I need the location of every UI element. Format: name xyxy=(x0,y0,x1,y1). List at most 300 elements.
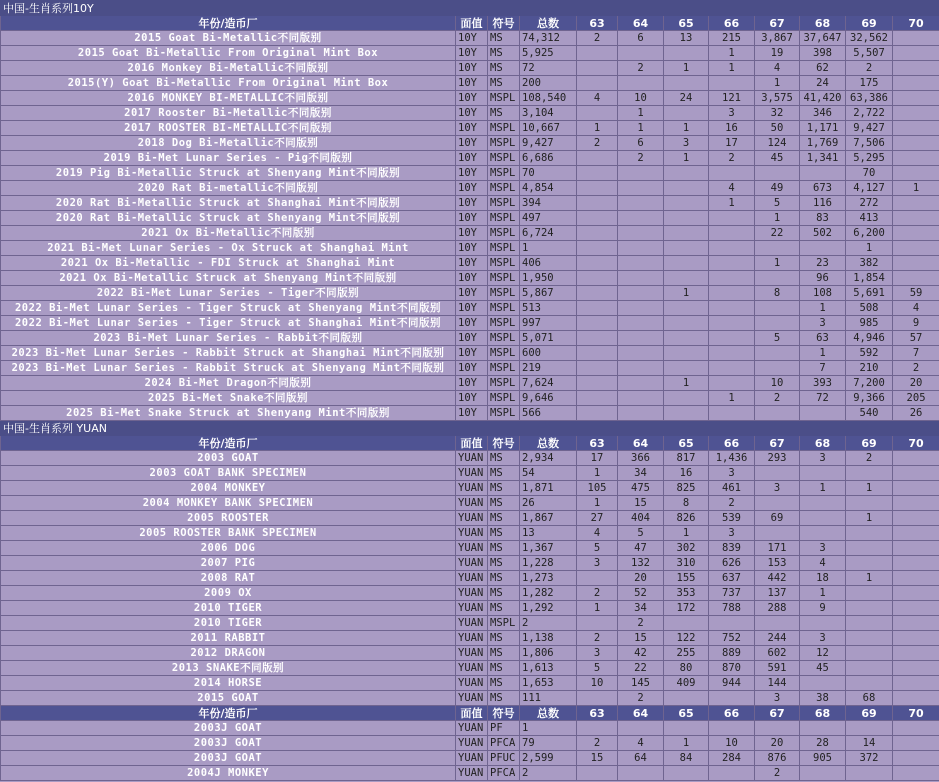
cell-g68 xyxy=(800,241,846,256)
cell-denomination: 10Y xyxy=(456,331,488,346)
column-header-total: 总数 xyxy=(520,706,577,721)
cell-name: 2003 GOAT BANK SPECIMEN xyxy=(1,466,456,481)
column-header-g66: 66 xyxy=(709,16,755,31)
cell-g66 xyxy=(709,406,755,421)
cell-total: 72 xyxy=(520,61,577,76)
cell-g69 xyxy=(846,766,893,781)
cell-g68 xyxy=(800,721,846,736)
cell-g67: 1 xyxy=(755,211,800,226)
table-row xyxy=(1,736,939,751)
cell-g66: 1,436 xyxy=(709,451,755,466)
cell-denomination: 10Y xyxy=(456,151,488,166)
cell-g70 xyxy=(893,691,939,706)
cell-g63 xyxy=(577,391,618,406)
cell-g69 xyxy=(846,661,893,676)
cell-name: 2025 Bi-Met Snake Struck at Shenyang Mint不同版别 xyxy=(1,406,456,421)
cell-total: 9,427 xyxy=(520,136,577,151)
cell-g70 xyxy=(893,241,939,256)
cell-g65 xyxy=(664,766,709,781)
cell-g69: 508 xyxy=(846,301,893,316)
cell-g63: 5 xyxy=(577,661,618,676)
cell-g69: 1,854 xyxy=(846,271,893,286)
cell-g67: 244 xyxy=(755,631,800,646)
cell-g64: 34 xyxy=(618,466,664,481)
cell-total: 1,806 xyxy=(520,646,577,661)
cell-g65 xyxy=(664,316,709,331)
column-header-g68: 68 xyxy=(800,436,846,451)
column-header-symbol: 符号 xyxy=(488,706,520,721)
cell-g70: 57 xyxy=(893,331,939,346)
cell-g64: 6 xyxy=(618,31,664,46)
cell-name: 2020 Rat Bi-metallic不同版别 xyxy=(1,181,456,196)
cell-g67 xyxy=(755,346,800,361)
cell-g67 xyxy=(755,616,800,631)
cell-total: 2 xyxy=(520,616,577,631)
cell-denomination: YUAN xyxy=(456,721,488,736)
cell-g63: 1 xyxy=(577,601,618,616)
cell-g69: 32,562 xyxy=(846,31,893,46)
column-header-g67: 67 xyxy=(755,16,800,31)
cell-g69: 4,127 xyxy=(846,181,893,196)
column-header-row xyxy=(1,436,939,451)
cell-total: 5,867 xyxy=(520,286,577,301)
cell-g69 xyxy=(846,541,893,556)
cell-g67 xyxy=(755,526,800,541)
cell-symbol: PFUC xyxy=(488,751,520,766)
cell-g64: 34 xyxy=(618,601,664,616)
cell-g70 xyxy=(893,541,939,556)
cell-g70 xyxy=(893,226,939,241)
cell-name: 2016 Monkey Bi-Metallic不同版别 xyxy=(1,61,456,76)
cell-g69: 1 xyxy=(846,241,893,256)
cell-name: 2017 ROOSTER BI-METALLIC不同版别 xyxy=(1,121,456,136)
cell-symbol: MSPL xyxy=(488,121,520,136)
cell-g68 xyxy=(800,676,846,691)
cell-g68: 63 xyxy=(800,331,846,346)
cell-g63 xyxy=(577,76,618,91)
column-header-g64: 64 xyxy=(618,436,664,451)
table-row xyxy=(1,376,939,391)
cell-symbol: MS xyxy=(488,61,520,76)
cell-total: 1,867 xyxy=(520,511,577,526)
column-header-g65: 65 xyxy=(664,16,709,31)
cell-g68: 108 xyxy=(800,286,846,301)
cell-g66: 3 xyxy=(709,106,755,121)
cell-total: 5,925 xyxy=(520,46,577,61)
cell-g70 xyxy=(893,751,939,766)
cell-g67: 20 xyxy=(755,736,800,751)
cell-total: 7,624 xyxy=(520,376,577,391)
cell-g69: 4,946 xyxy=(846,331,893,346)
cell-g70 xyxy=(893,91,939,106)
table-row xyxy=(1,661,939,676)
table-row xyxy=(1,571,939,586)
cell-g63: 3 xyxy=(577,646,618,661)
cell-total: 2 xyxy=(520,766,577,781)
cell-g66: 839 xyxy=(709,541,755,556)
cell-g63: 2 xyxy=(577,586,618,601)
table-row xyxy=(1,316,939,331)
cell-g66: 737 xyxy=(709,586,755,601)
cell-g65: 310 xyxy=(664,556,709,571)
cell-total: 6,686 xyxy=(520,151,577,166)
cell-denomination: YUAN xyxy=(456,481,488,496)
cell-denomination: 10Y xyxy=(456,361,488,376)
column-header-g66: 66 xyxy=(709,436,755,451)
cell-g64 xyxy=(618,406,664,421)
cell-g70: 205 xyxy=(893,391,939,406)
cell-g69 xyxy=(846,556,893,571)
cell-g64: 2 xyxy=(618,691,664,706)
cell-name: 2019 Pig Bi-Metallic Struck at Shenyang Mint不同版别 xyxy=(1,166,456,181)
cell-g64: 22 xyxy=(618,661,664,676)
column-header-g69: 69 xyxy=(846,706,893,721)
cell-g68 xyxy=(800,616,846,631)
cell-g64 xyxy=(618,286,664,301)
table-row xyxy=(1,151,939,166)
table-row xyxy=(1,586,939,601)
cell-g66 xyxy=(709,211,755,226)
cell-symbol: MS xyxy=(488,526,520,541)
cell-total: 497 xyxy=(520,211,577,226)
cell-g69: 63,386 xyxy=(846,91,893,106)
table-row xyxy=(1,481,939,496)
cell-g67: 124 xyxy=(755,136,800,151)
cell-g65 xyxy=(664,226,709,241)
cell-g68: 1 xyxy=(800,301,846,316)
cell-symbol: MSPL xyxy=(488,241,520,256)
cell-symbol: MSPL xyxy=(488,391,520,406)
cell-g65: 122 xyxy=(664,631,709,646)
table-row xyxy=(1,256,939,271)
cell-g64 xyxy=(618,226,664,241)
cell-g65: 255 xyxy=(664,646,709,661)
cell-g63 xyxy=(577,46,618,61)
cell-g65: 84 xyxy=(664,751,709,766)
cell-denomination: 10Y xyxy=(456,376,488,391)
cell-symbol: MS xyxy=(488,481,520,496)
cell-total: 1,653 xyxy=(520,676,577,691)
cell-g64: 15 xyxy=(618,496,664,511)
cell-g68 xyxy=(800,496,846,511)
cell-g63: 1 xyxy=(577,466,618,481)
cell-g70 xyxy=(893,136,939,151)
cell-g68: 18 xyxy=(800,571,846,586)
cell-name: 2015 Goat Bi-Metallic不同版别 xyxy=(1,31,456,46)
cell-g65: 1 xyxy=(664,376,709,391)
cell-g70 xyxy=(893,46,939,61)
cell-g63 xyxy=(577,271,618,286)
cell-g69: 2 xyxy=(846,451,893,466)
cell-g63: 1 xyxy=(577,496,618,511)
column-header-total: 总数 xyxy=(520,436,577,451)
cell-g66: 870 xyxy=(709,661,755,676)
cell-g66: 10 xyxy=(709,736,755,751)
table-row xyxy=(1,46,939,61)
cell-g69: 1 xyxy=(846,511,893,526)
table-row xyxy=(1,616,939,631)
cell-g70 xyxy=(893,61,939,76)
cell-g69: 70 xyxy=(846,166,893,181)
cell-denomination: 10Y xyxy=(456,211,488,226)
table-row xyxy=(1,406,939,421)
cell-symbol: MS xyxy=(488,106,520,121)
cell-g64: 2 xyxy=(618,61,664,76)
cell-g68 xyxy=(800,466,846,481)
cell-denomination: 10Y xyxy=(456,61,488,76)
cell-g64 xyxy=(618,316,664,331)
cell-symbol: MSPL xyxy=(488,136,520,151)
cell-g68 xyxy=(800,511,846,526)
cell-g65 xyxy=(664,241,709,256)
cell-g67: 3 xyxy=(755,691,800,706)
cell-g63: 2 xyxy=(577,736,618,751)
cell-g70 xyxy=(893,451,939,466)
cell-total: 1 xyxy=(520,241,577,256)
cell-total: 26 xyxy=(520,496,577,511)
cell-g65 xyxy=(664,196,709,211)
cell-total: 10,667 xyxy=(520,121,577,136)
cell-symbol: MSPL xyxy=(488,166,520,181)
cell-g69: 272 xyxy=(846,196,893,211)
section-title-row xyxy=(1,1,939,16)
cell-name: 2010 TIGER xyxy=(1,601,456,616)
cell-g70 xyxy=(893,616,939,631)
cell-g66 xyxy=(709,616,755,631)
cell-symbol: MS xyxy=(488,646,520,661)
cell-g70 xyxy=(893,676,939,691)
cell-g64 xyxy=(618,76,664,91)
cell-name: 2005 ROOSTER xyxy=(1,511,456,526)
cell-symbol: MS xyxy=(488,556,520,571)
cell-g66: 3 xyxy=(709,526,755,541)
cell-g64 xyxy=(618,301,664,316)
cell-g70 xyxy=(893,151,939,166)
cell-total: 219 xyxy=(520,361,577,376)
cell-name: 2006 DOG xyxy=(1,541,456,556)
cell-g70 xyxy=(893,166,939,181)
column-header-g68: 68 xyxy=(800,16,846,31)
cell-g67 xyxy=(755,301,800,316)
cell-g64: 2 xyxy=(618,151,664,166)
column-header-name: 年份/造币厂 xyxy=(1,436,456,451)
cell-g67: 293 xyxy=(755,451,800,466)
cell-total: 2,934 xyxy=(520,451,577,466)
cell-g67: 3 xyxy=(755,481,800,496)
cell-g68: 1,171 xyxy=(800,121,846,136)
cell-g63 xyxy=(577,106,618,121)
cell-g67: 591 xyxy=(755,661,800,676)
cell-g66: 461 xyxy=(709,481,755,496)
cell-g65 xyxy=(664,181,709,196)
cell-g67: 19 xyxy=(755,46,800,61)
cell-g68: 1 xyxy=(800,586,846,601)
cell-g69 xyxy=(846,616,893,631)
table-row xyxy=(1,601,939,616)
cell-g65: 1 xyxy=(664,526,709,541)
cell-denomination: YUAN xyxy=(456,601,488,616)
cell-g68: 45 xyxy=(800,661,846,676)
cell-g64: 145 xyxy=(618,676,664,691)
cell-denomination: YUAN xyxy=(456,736,488,751)
column-header-denomination: 面值 xyxy=(456,436,488,451)
cell-symbol: MS xyxy=(488,451,520,466)
cell-g63 xyxy=(577,151,618,166)
cell-g65 xyxy=(664,166,709,181)
cell-denomination: YUAN xyxy=(456,646,488,661)
cell-name: 2022 Bi-Met Lunar Series - Tiger Struck at Shenyang Mint不同版别 xyxy=(1,301,456,316)
cell-g68: 12 xyxy=(800,646,846,661)
cell-g66: 16 xyxy=(709,121,755,136)
cell-g63 xyxy=(577,766,618,781)
cell-g65 xyxy=(664,106,709,121)
cell-g68: 4 xyxy=(800,556,846,571)
cell-total: 2,599 xyxy=(520,751,577,766)
cell-g65: 409 xyxy=(664,676,709,691)
cell-g69: 2,722 xyxy=(846,106,893,121)
cell-g67: 50 xyxy=(755,121,800,136)
cell-g63 xyxy=(577,316,618,331)
cell-total: 1,613 xyxy=(520,661,577,676)
cell-g67: 2 xyxy=(755,391,800,406)
cell-denomination: 10Y xyxy=(456,196,488,211)
cell-symbol: MSPL xyxy=(488,376,520,391)
cell-g67 xyxy=(755,721,800,736)
cell-g69: 1 xyxy=(846,481,893,496)
column-header-row xyxy=(1,706,939,721)
cell-name: 2021 Ox Bi-Metallic不同版别 xyxy=(1,226,456,241)
cell-g64 xyxy=(618,181,664,196)
cell-g66: 626 xyxy=(709,556,755,571)
cell-g66 xyxy=(709,76,755,91)
cell-g69: 985 xyxy=(846,316,893,331)
cell-g66 xyxy=(709,721,755,736)
cell-total: 1,950 xyxy=(520,271,577,286)
cell-g69: 9,366 xyxy=(846,391,893,406)
cell-g68: 116 xyxy=(800,196,846,211)
cell-g63 xyxy=(577,256,618,271)
cell-g66: 889 xyxy=(709,646,755,661)
table-row xyxy=(1,391,939,406)
table-row xyxy=(1,346,939,361)
cell-g65 xyxy=(664,391,709,406)
cell-symbol: PFCA xyxy=(488,766,520,781)
cell-symbol: MSPL xyxy=(488,286,520,301)
cell-g67: 1 xyxy=(755,76,800,91)
cell-g63 xyxy=(577,571,618,586)
cell-symbol: MS xyxy=(488,496,520,511)
cell-denomination: YUAN xyxy=(456,526,488,541)
cell-g67: 1 xyxy=(755,256,800,271)
cell-g68 xyxy=(800,406,846,421)
table-row xyxy=(1,361,939,376)
cell-g68: 28 xyxy=(800,736,846,751)
cell-g66 xyxy=(709,691,755,706)
cell-name: 2010 TIGER xyxy=(1,616,456,631)
cell-g67: 8 xyxy=(755,286,800,301)
table-row xyxy=(1,511,939,526)
cell-denomination: 10Y xyxy=(456,241,488,256)
cell-g69: 540 xyxy=(846,406,893,421)
cell-total: 13 xyxy=(520,526,577,541)
cell-g67: 2 xyxy=(755,766,800,781)
table-row xyxy=(1,691,939,706)
cell-g65 xyxy=(664,361,709,376)
cell-g63 xyxy=(577,301,618,316)
cell-total: 1,292 xyxy=(520,601,577,616)
cell-total: 4,854 xyxy=(520,181,577,196)
cell-g70 xyxy=(893,76,939,91)
cell-g70 xyxy=(893,496,939,511)
cell-total: 1,228 xyxy=(520,556,577,571)
table-row xyxy=(1,31,939,46)
cell-g66 xyxy=(709,316,755,331)
cell-g65: 24 xyxy=(664,91,709,106)
column-header-g70: 70 xyxy=(893,706,939,721)
cell-g65 xyxy=(664,301,709,316)
cell-g63: 3 xyxy=(577,556,618,571)
cell-name: 2013 SNAKE不同版别 xyxy=(1,661,456,676)
section-title: 中国-生肖系列10Y xyxy=(1,1,939,16)
column-header-g67: 67 xyxy=(755,706,800,721)
column-header-symbol: 符号 xyxy=(488,436,520,451)
cell-denomination: YUAN xyxy=(456,511,488,526)
table-row xyxy=(1,136,939,151)
cell-symbol: MSPL xyxy=(488,271,520,286)
cell-g65: 3 xyxy=(664,136,709,151)
cell-g70 xyxy=(893,106,939,121)
cell-name: 2003J GOAT xyxy=(1,721,456,736)
cell-g64 xyxy=(618,46,664,61)
cell-g63 xyxy=(577,691,618,706)
cell-g67 xyxy=(755,466,800,481)
cell-denomination: 10Y xyxy=(456,46,488,61)
cell-name: 2007 PIG xyxy=(1,556,456,571)
cell-g69: 372 xyxy=(846,751,893,766)
cell-g63 xyxy=(577,406,618,421)
cell-g64 xyxy=(618,256,664,271)
cell-name: 2018 Dog Bi-Metallic不同版别 xyxy=(1,136,456,151)
cell-g70 xyxy=(893,511,939,526)
cell-g65: 302 xyxy=(664,541,709,556)
cell-g68: 1,769 xyxy=(800,136,846,151)
cell-symbol: MSPL xyxy=(488,616,520,631)
cell-g65: 13 xyxy=(664,31,709,46)
cell-g69 xyxy=(846,601,893,616)
cell-g68: 23 xyxy=(800,256,846,271)
cell-symbol: MSPL xyxy=(488,406,520,421)
cell-symbol: MSPL xyxy=(488,256,520,271)
cell-g65 xyxy=(664,211,709,226)
cell-g69: 592 xyxy=(846,346,893,361)
cell-g65 xyxy=(664,721,709,736)
cell-g69: 7,200 xyxy=(846,376,893,391)
cell-g67 xyxy=(755,496,800,511)
cell-g64 xyxy=(618,166,664,181)
cell-g63: 105 xyxy=(577,481,618,496)
cell-denomination: 10Y xyxy=(456,121,488,136)
cell-symbol: MSPL xyxy=(488,301,520,316)
cell-g63: 10 xyxy=(577,676,618,691)
cell-g64 xyxy=(618,196,664,211)
cell-denomination: YUAN xyxy=(456,451,488,466)
cell-g64: 5 xyxy=(618,526,664,541)
section-title: 中国-生肖系列 YUAN xyxy=(1,421,939,436)
cell-g70 xyxy=(893,631,939,646)
cell-g67 xyxy=(755,271,800,286)
cell-g69 xyxy=(846,586,893,601)
cell-g67: 45 xyxy=(755,151,800,166)
